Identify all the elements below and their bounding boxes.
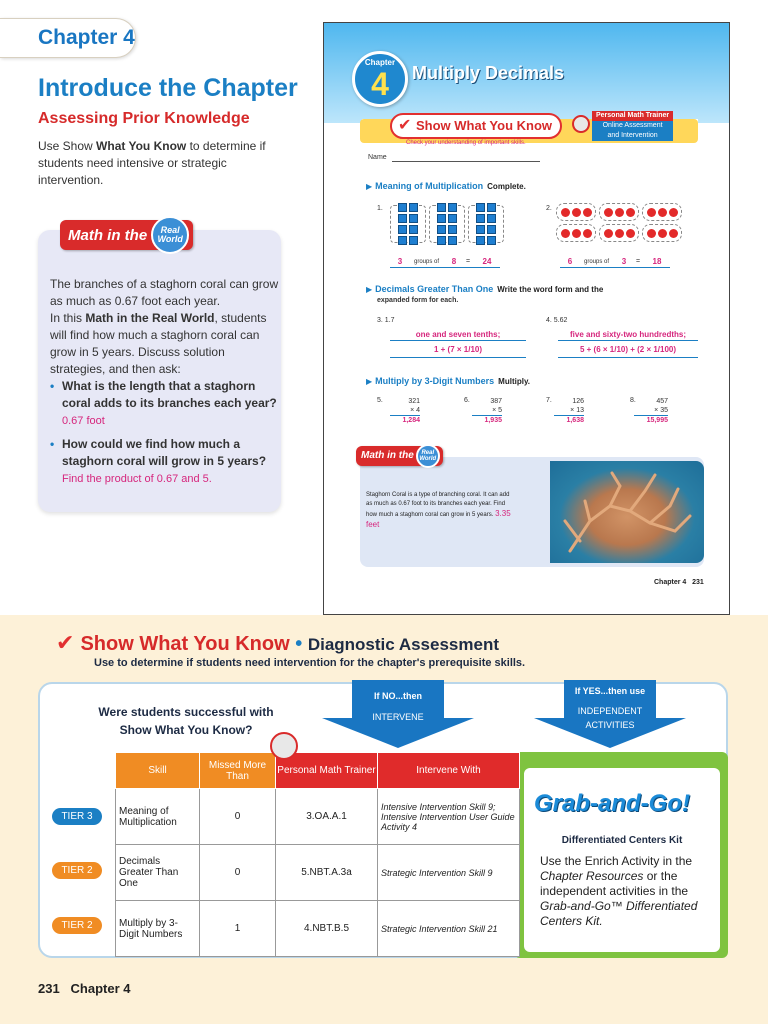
square <box>448 236 457 245</box>
badge-globe-real: Real <box>421 449 435 456</box>
word-form-answer: one and seven tenths; <box>415 330 501 339</box>
answer-fill: 24 <box>482 257 492 266</box>
square-group <box>468 205 504 243</box>
multiplicand: 321 <box>408 398 420 405</box>
circle-group <box>556 224 596 242</box>
square <box>409 214 418 223</box>
if-yes-label: If YES...then use <box>574 686 646 696</box>
answer-line <box>390 267 500 268</box>
multiplier: × 13 <box>570 407 584 414</box>
intervene-cell: Intensive Intervention Skill 9; Intensive Intervention User Guide Activity 4 <box>378 789 520 845</box>
circle <box>572 208 581 217</box>
circle <box>572 229 581 238</box>
problem-3-label <box>377 317 395 324</box>
circle <box>647 208 656 217</box>
square <box>437 225 446 234</box>
square <box>476 203 485 212</box>
chapter-tab: Chapter 4 <box>0 18 136 58</box>
missed-cell: 1 <box>200 901 276 957</box>
product-answer: 1,935 <box>472 415 502 425</box>
circle <box>626 208 635 217</box>
chapter-badge-label: Chapter <box>364 58 396 67</box>
answer-fill: 3 <box>621 257 627 266</box>
coral-text: Staghorn Coral is a type of branching coral. It can add as much as 0.67 foot to its branches each year. Find how much a staghorn coral can grow in 5 years. <box>366 492 510 518</box>
grab-text-1: Use the Enrich Activity in the <box>540 854 693 868</box>
if-no-label: If NO...then <box>374 691 422 701</box>
answer-line <box>390 340 526 341</box>
intervene-cell: Strategic Intervention Skill 9 <box>378 845 520 901</box>
square-group <box>390 205 426 243</box>
answer-fill: 6 <box>567 257 573 266</box>
circle <box>615 208 624 217</box>
square <box>398 214 407 223</box>
chapter-badge <box>352 51 408 107</box>
badge-label: Math in the <box>68 226 148 244</box>
question-answer: Find the product of 0.67 and 5. <box>62 473 212 485</box>
intro-text-pre: Use Show <box>38 139 97 153</box>
circle <box>561 229 570 238</box>
square <box>437 214 446 223</box>
circle <box>615 229 624 238</box>
section-title: Decimals Greater Than One <box>375 284 494 294</box>
staghorn-coral-image <box>550 461 704 563</box>
circle-group <box>599 203 639 221</box>
section-multiply-3-digit <box>366 376 530 386</box>
multiplication-problem <box>472 397 502 425</box>
pmt-line-3: and Intervention <box>592 131 673 141</box>
header-pmt: Personal Math Trainer <box>276 753 378 789</box>
skill-cell: Multiply by 3-Digit Numbers <box>116 901 200 957</box>
multiplication-problem <box>634 397 668 425</box>
pmt-title: Personal Math Trainer <box>592 111 673 121</box>
circle <box>583 229 592 238</box>
word-form-answer: five and sixty-two hundredths; <box>569 330 686 339</box>
diagnostic-title-sub: Diagnostic Assessment <box>307 635 499 654</box>
square <box>398 225 407 234</box>
pmt-line-2: Online Assessment <box>592 121 673 131</box>
question-list <box>50 378 280 494</box>
problem-number: 8. <box>630 397 636 404</box>
answer-fill: 18 <box>652 257 662 266</box>
square <box>476 236 485 245</box>
real-world-text-2-pre: In this <box>50 311 86 325</box>
grab-and-go-logo: Grab-and-Go! <box>534 790 690 817</box>
square <box>398 203 407 212</box>
student-page-footer: Chapter 4 231 <box>654 579 704 586</box>
name-label: Name <box>368 154 387 161</box>
skill-table <box>115 752 520 957</box>
section-title: Meaning of Multiplication <box>375 181 484 191</box>
coral-illustration <box>550 461 704 563</box>
tier-badge: TIER 2 <box>52 862 102 879</box>
page-footer: 231 Chapter 4 <box>38 981 131 996</box>
table-header-row <box>116 753 520 789</box>
square <box>476 214 485 223</box>
real-world-text-2-post: , students will find how much a staghorn coral can grow in 5 years. Discuss solution strategies, and then ask: <box>50 311 267 376</box>
square <box>448 214 457 223</box>
question-item <box>50 378 280 430</box>
badge-globe-world: World <box>157 234 183 244</box>
real-world-text-2 <box>50 310 280 378</box>
intro-paragraph <box>38 138 293 189</box>
badge-label: Math in the <box>361 450 414 461</box>
circle-group <box>556 203 596 221</box>
real-world-text-1: The branches of a staghorn coral can grow as much as 0.67 foot each year. <box>50 277 279 308</box>
coral-answer: 3.35 feet <box>366 509 511 529</box>
swyk-label: Show What You Know <box>416 118 553 133</box>
question-answer: 0.67 foot <box>62 415 105 427</box>
multiplier: × 4 <box>410 407 420 414</box>
pmt-cell: 4.NBT.B.5 <box>276 901 378 957</box>
answer-line <box>560 267 670 268</box>
grab-text-2: Chapter Resources <box>540 869 644 883</box>
square <box>437 236 446 245</box>
square <box>487 225 496 234</box>
circle-group <box>642 224 682 242</box>
header-intervene: Intervene With <box>378 753 520 789</box>
square <box>409 225 418 234</box>
question-item <box>50 436 280 488</box>
multiplication-problem <box>390 397 420 425</box>
groups-of-label: groups of <box>584 259 610 265</box>
multiplicand: 387 <box>490 398 502 405</box>
expanded-form-answer: 5 + (6 × 1/10) + (2 × 1/100) <box>579 345 677 354</box>
triangle-icon: ▶ <box>366 182 373 191</box>
badge-globe-world: World <box>419 455 437 462</box>
personal-math-trainer-badge <box>592 111 673 141</box>
missed-cell: 0 <box>200 845 276 901</box>
circle-group-row <box>556 203 686 221</box>
section-instruction: Complete. <box>487 182 526 191</box>
problem-number: 3. <box>377 317 383 324</box>
section-instruction-2: expanded form for each. <box>377 297 459 304</box>
problem-4-label <box>546 317 567 324</box>
diagnostic-subtitle: Use to determine if students need intervention for the chapter's prerequisite skills. <box>94 657 526 669</box>
square <box>398 236 407 245</box>
problem-number: 2. <box>546 205 552 212</box>
badge-globe-real: Real <box>160 225 180 235</box>
checkmark-icon: ✔ <box>398 117 412 134</box>
square <box>448 203 457 212</box>
table-row <box>116 789 520 845</box>
chapter-badge-number: 4 <box>371 66 389 102</box>
answer-line <box>558 357 698 358</box>
checkmark-icon: ✔ <box>56 630 75 655</box>
title-bullet: • <box>295 633 303 655</box>
real-world-text-2-bold: Math in the Real World <box>85 311 215 325</box>
coral-problem-text <box>366 491 516 531</box>
intro-text-post: to determine if students need intensive or strategic intervention. <box>38 139 266 187</box>
circle <box>626 229 635 238</box>
square <box>409 203 418 212</box>
circle <box>583 208 592 217</box>
pmt-cell: 5.NBT.A.3a <box>276 845 378 901</box>
square <box>448 225 457 234</box>
circle <box>658 208 667 217</box>
tier-badge: TIER 3 <box>52 808 102 825</box>
diagnostic-title <box>56 630 499 656</box>
independent-label: INDEPENDENT <box>577 706 643 716</box>
math-real-world-badge <box>60 220 193 250</box>
page-title: Introduce the Chapter <box>38 74 298 102</box>
circle <box>669 229 678 238</box>
globe-icon <box>151 216 189 254</box>
square <box>487 214 496 223</box>
circle <box>658 229 667 238</box>
section-instruction: Write the word form and the <box>497 285 604 294</box>
square <box>487 203 496 212</box>
missed-cell: 0 <box>200 789 276 845</box>
grab-text-3: or the independent activities in the <box>540 869 689 898</box>
intervene-label: INTERVENE <box>372 712 424 722</box>
skill-cell: Meaning of Multiplication <box>116 789 200 845</box>
tier-badge: TIER 2 <box>52 917 102 934</box>
intervene-cell: Strategic Intervention Skill 21 <box>378 901 520 957</box>
product-answer: 15,995 <box>634 415 668 425</box>
robot-icon <box>270 732 298 760</box>
square-group <box>429 205 465 243</box>
grab-and-go-text <box>540 854 710 929</box>
answer-fill: 8 <box>451 257 457 266</box>
square <box>476 225 485 234</box>
problem-number: 7. <box>546 397 552 404</box>
equals-sign: = <box>466 258 471 265</box>
student-page-title: Multiply Decimals <box>412 63 565 83</box>
real-world-text <box>50 276 280 378</box>
multiplier: × 5 <box>492 407 502 414</box>
square <box>437 203 446 212</box>
problem-number: 6. <box>464 397 470 404</box>
problem-number: 4. <box>546 317 552 324</box>
circle <box>647 229 656 238</box>
skill-cell: Decimals Greater Than One <box>116 845 200 901</box>
product-answer: 1,284 <box>390 415 420 425</box>
product-answer: 1,638 <box>554 415 584 425</box>
globe-icon <box>416 444 440 468</box>
section-subtitle: Assessing Prior Knowledge <box>38 110 250 127</box>
circle-groups <box>556 203 686 242</box>
multiplication-problem <box>554 397 584 425</box>
circle-group-row <box>556 224 686 242</box>
name-line <box>392 161 540 162</box>
table-row <box>116 845 520 901</box>
problem-value: 1.7 <box>384 317 395 324</box>
problem-number: 5. <box>377 397 383 404</box>
section-decimals-greater-than-one <box>366 284 603 294</box>
circle-group <box>599 224 639 242</box>
answer-line <box>390 357 526 358</box>
swyk-subtitle: Check your understanding of important skills. <box>406 140 526 146</box>
student-page-thumbnail <box>323 22 730 615</box>
triangle-icon: ▶ <box>366 377 373 386</box>
multiplicand: 126 <box>572 398 584 405</box>
problem-value: 5.62 <box>553 317 568 324</box>
swyk-pill <box>390 113 562 139</box>
multiplier: × 35 <box>654 407 668 414</box>
section-instruction: Multiply. <box>498 377 531 386</box>
activities-label: ACTIVITIES <box>585 720 635 730</box>
intro-text-bold: What You Know <box>96 139 187 153</box>
square <box>409 236 418 245</box>
table-row <box>116 901 520 957</box>
circle <box>561 208 570 217</box>
robot-icon <box>572 115 590 133</box>
math-real-world-badge-small <box>356 445 443 466</box>
success-question: Were students successful with Show What You Know? <box>98 705 274 737</box>
triangle-icon: ▶ <box>366 285 373 294</box>
section-meaning-of-multiplication <box>366 181 526 191</box>
circle <box>669 208 678 217</box>
grab-text-4: Grab-and-Go™ Differentiated Centers Kit. <box>540 899 698 928</box>
multiplicand: 457 <box>656 398 668 405</box>
question-text: How could we find how much a staghorn coral will grow in 5 years? <box>62 437 267 468</box>
question-text: What is the length that a staghorn coral adds to its branches each year? <box>62 379 277 410</box>
circle-group <box>642 203 682 221</box>
square <box>487 236 496 245</box>
circle <box>604 229 613 238</box>
answer-fill: 3 <box>397 257 403 266</box>
answer-line <box>558 340 698 341</box>
grab-and-go-title: Differentiated Centers Kit <box>561 835 683 846</box>
header-skill: Skill <box>116 753 200 789</box>
pmt-cell: 3.OA.A.1 <box>276 789 378 845</box>
square-groups <box>390 205 504 243</box>
expanded-form-answer: 1 + (7 × 1/10) <box>433 345 483 354</box>
equals-sign: = <box>636 258 641 265</box>
groups-of-label: groups of <box>414 259 440 265</box>
diagnostic-title-main: Show What You Know <box>80 633 290 655</box>
section-title: Multiply by 3-Digit Numbers <box>375 376 495 386</box>
circle <box>604 208 613 217</box>
header-missed: Missed More Than <box>200 753 276 789</box>
problem-number: 1. <box>377 205 383 212</box>
